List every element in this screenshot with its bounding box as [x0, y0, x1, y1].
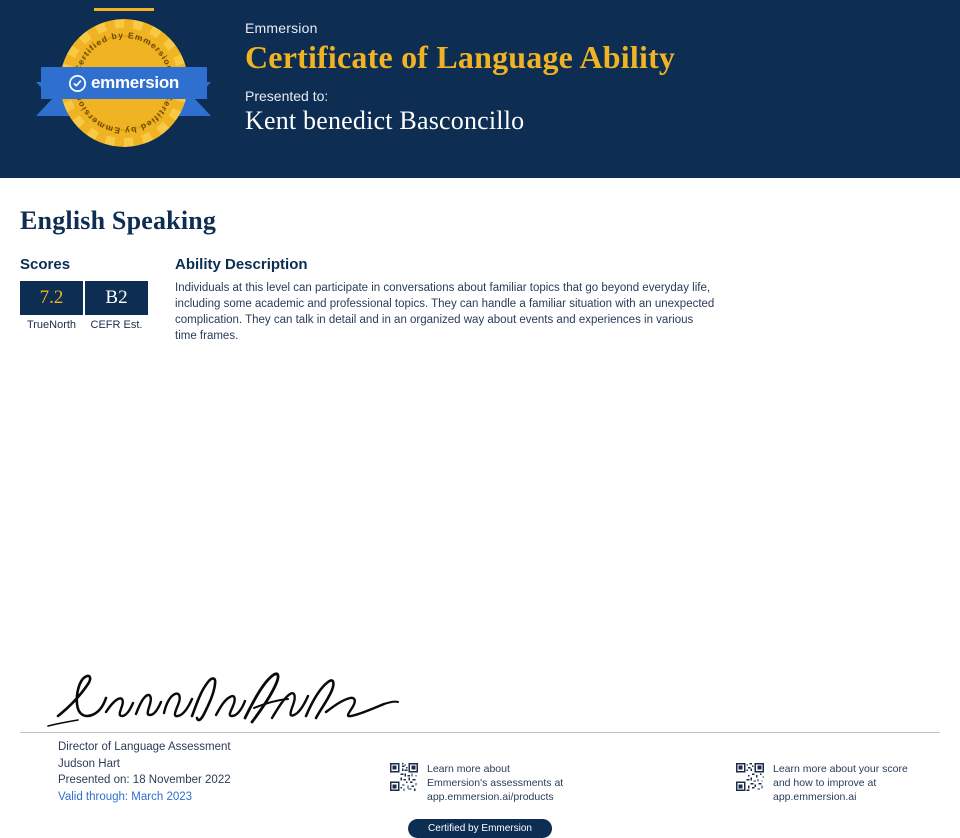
recipient-name: Kent benedict Basconcillo [245, 105, 525, 135]
certified-by-emmersion-badge: Certified by Emmersion [408, 819, 552, 838]
signatory-name: Judson Hart [58, 757, 121, 770]
signatory-title: Director of Language Assessment [58, 741, 231, 753]
emmersion-seal [36, 8, 211, 166]
seal-disc [63, 22, 185, 144]
qr-code-icon [390, 763, 418, 791]
signature-image [40, 668, 400, 730]
brand-name: Emmersion [245, 20, 318, 36]
emmersion-mark-icon [69, 75, 86, 92]
cefr-score-label: CEFR Est. [90, 319, 143, 331]
qr-score-line3: app.emmersion.ai [773, 790, 857, 803]
scores-section [20, 256, 150, 331]
cefr-score-box: B2 [85, 281, 148, 315]
certificate-header [0, 0, 960, 178]
certificate-title: Certificate of Language Ability [245, 39, 676, 75]
scores-heading: Scores [20, 256, 71, 273]
qr-link-score-text [773, 763, 908, 805]
qr-link-products-text [427, 763, 563, 805]
svg-text:Certified by Emmersion: ertified by Emmersio [75, 29, 174, 68]
truenorth-score-label: TrueNorth [26, 319, 77, 331]
valid-through-date: Valid through: March 2023 [58, 791, 193, 804]
ability-description-heading: Ability Description [175, 256, 308, 273]
score-label-group [20, 319, 150, 331]
qr-products-line3: app.emmersion.ai/products [427, 790, 554, 803]
qr-link-score[interactable] [736, 763, 908, 805]
presented-on-date: Presented on: 18 November 2022 [58, 774, 231, 787]
svg-text:Certified by Emmersion: ertified by Emmersio [74, 98, 173, 137]
seal-logo-band [41, 67, 207, 99]
truenorth-score-box: 7.2 [20, 281, 83, 315]
signature-rule [20, 732, 940, 733]
ability-description-section [175, 256, 715, 344]
qr-score-line1: Learn more about your score [773, 763, 908, 775]
ability-description-text: Individuals at this level can participate in conversations about familiar topics that go beyond everyday life, including some academic and professional topics. They can handle a familiar situation with an unexpected complication. They can talk in detail and in an organized way about events and experiences in various time frames. [175, 282, 715, 342]
qr-products-line1: Learn more about [427, 763, 510, 775]
qr-code-icon [736, 763, 764, 791]
score-box-group [20, 281, 150, 315]
emmersion-logo-text: emmersion [90, 73, 179, 92]
qr-score-line2: and how to improve at [773, 776, 877, 789]
header-text-block [245, 20, 675, 136]
language-skill-title: English Speaking [20, 206, 217, 235]
presented-to-label: Presented to: [245, 87, 329, 104]
qr-link-products[interactable] [390, 763, 563, 805]
emmersion-logo [69, 73, 179, 93]
qr-products-line2: Emmersion's assessments at [427, 776, 564, 789]
